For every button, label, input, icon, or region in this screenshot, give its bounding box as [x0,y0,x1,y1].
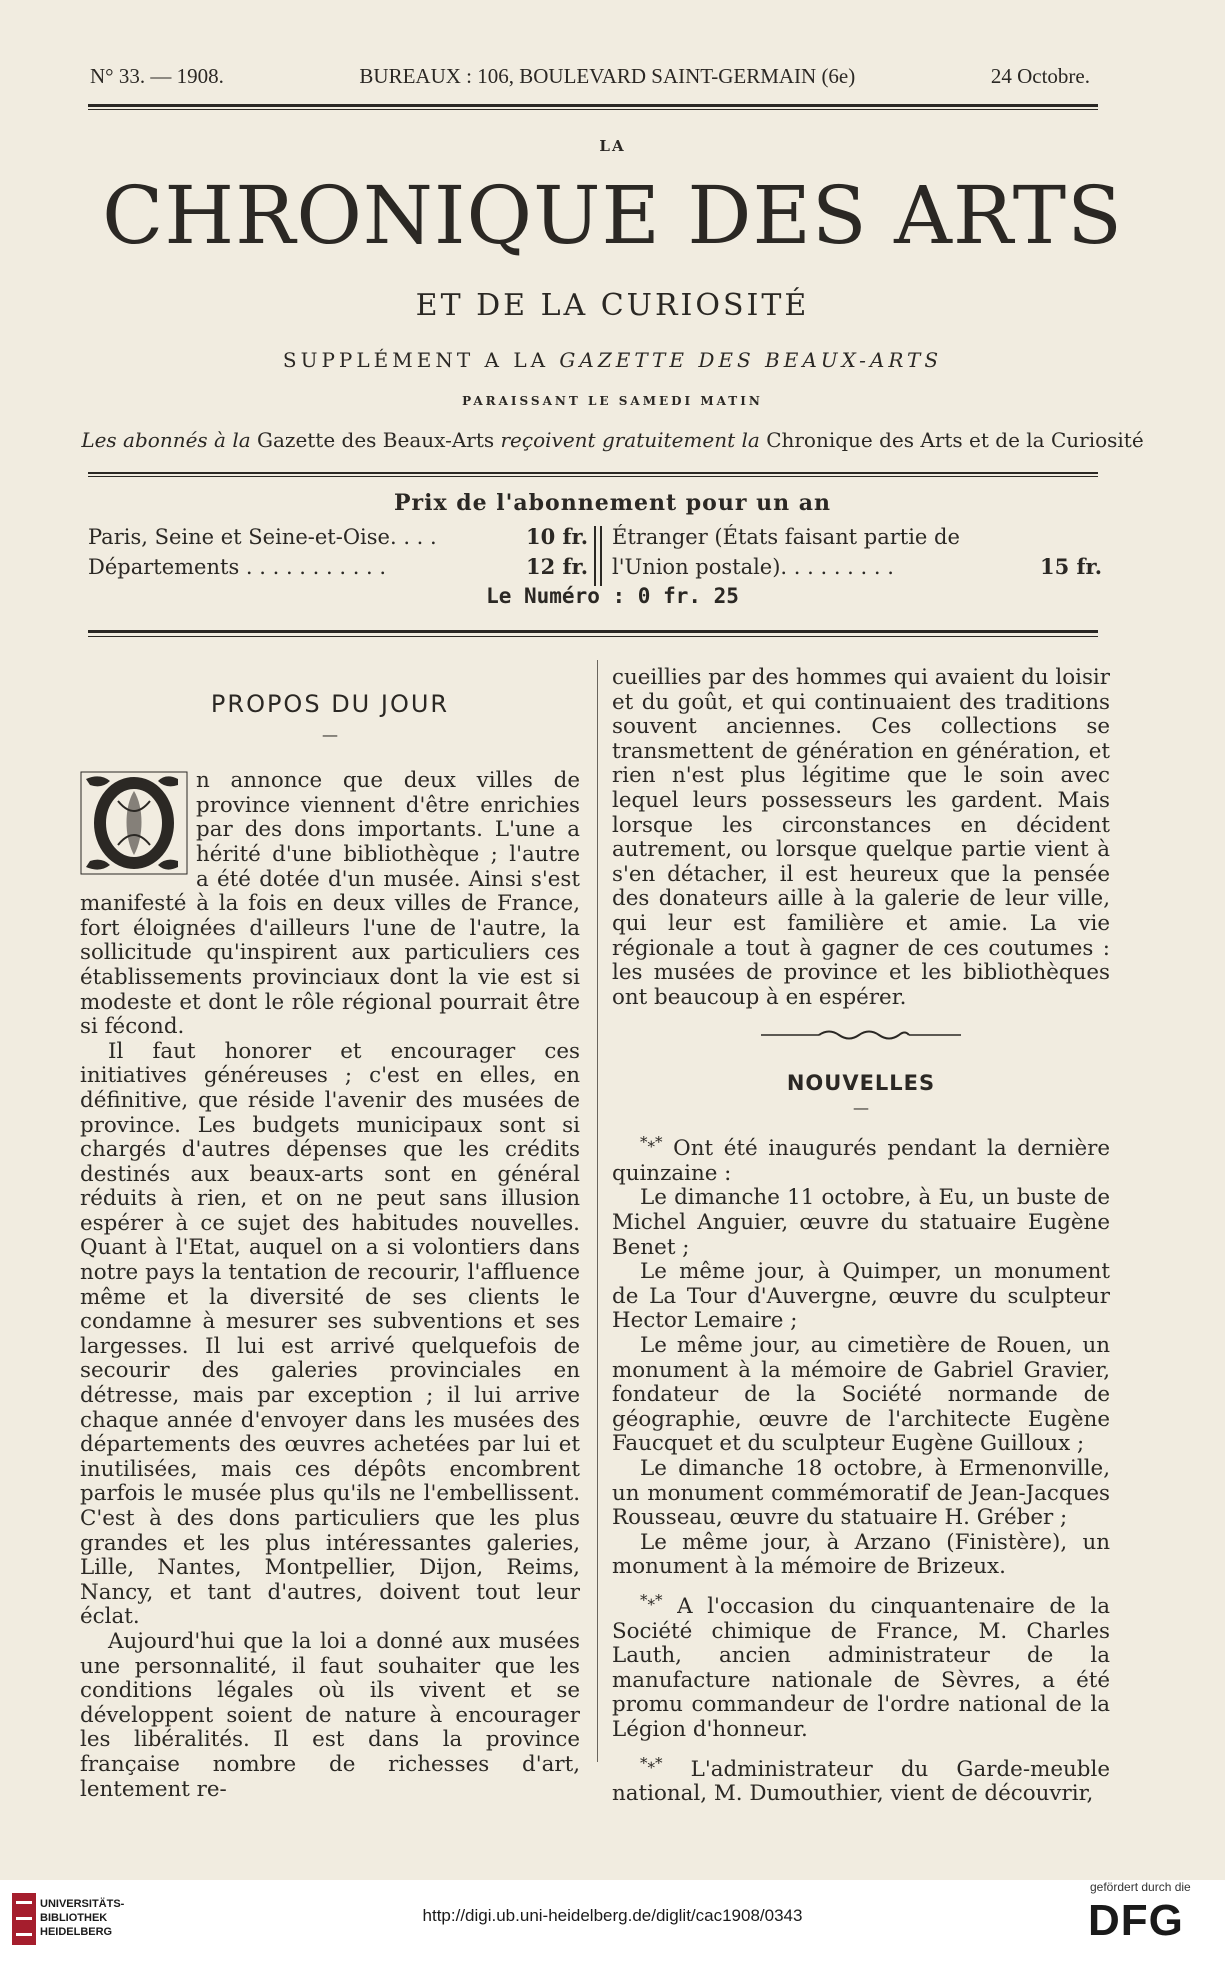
office-address: BUREAUX : 106, BOULEVARD SAINT-GERMAIN (6e) [359,64,856,88]
supplement-journal: GAZETTE DES BEAUX-ARTS [559,348,943,372]
page-header [90,64,1090,89]
supplement-prefix: SUPPLÉMENT A LA [282,348,560,372]
masthead-subscribers-note [0,428,1225,452]
masthead-title: CHRONIQUE DES ARTS [102,169,1123,262]
price-value-paris: 10 fr. [525,524,588,549]
header-rule-thin [88,109,1098,110]
news-item-7 [612,1588,1110,1743]
price-divider-1 [594,526,596,586]
price-row-departements [88,552,588,582]
issue-date: 24 Octobre. [990,64,1090,88]
ornamental-dropcap-o-icon [80,771,188,875]
nouvelles-dash: — [853,1097,869,1117]
section-title-nouvelles: NOUVELLES [786,1070,936,1095]
column-left [80,666,580,1802]
news-item-1-text: Ont été inaugurés pendant la dernière quinzaine : [612,1136,1110,1186]
price-label-paris: Paris, Seine et Seine-et-Oise. . . . [88,525,437,549]
column-divider [597,660,598,1762]
masthead-supplement [0,348,1225,372]
masthead-subtitle: ET DE LA CURIOSITÉ [415,288,810,323]
propos-paragraph-3: Aujourd'hui que la loi a donné aux musées une personnalité, il faut souhaiter que les conditions légales où ils vivent et se développent soient de nature à encourager les libéralités. Il est dans la province française nombre de richesses d'art, lentement re- [80,1628,580,1802]
library-name-line-3: HEIDELBERG [40,1926,113,1938]
permalink-url[interactable]: http://digi.ub.uni-heidelberg.de/diglit/cac1908/0343 [422,1906,803,1925]
price-label-etranger: Étranger (États faisant partie de [612,525,960,549]
abonnes-part-1: Les abonnés à la [81,428,257,452]
asterism-icon: *⁎* [640,1753,663,1772]
single-issue-price: Le Numéro : 0 fr. 25 [486,584,739,608]
news-item-5: Le dimanche 18 octobre, à Ermenonville, un monument commémoratif de Jean-Jacques Rousseau, œuvre du statuaire H. Gréber ; [612,1455,1110,1531]
news-item-4: Le même jour, au cimetière de Rouen, un monument à la mémoire de Gabriel Gravier, fondateur de la Société normande de géographie, œuvre de l'architecte Eugène Faucquet et du sculpteur Eugène Guilloux ; [612,1332,1110,1457]
news-item-6: Le même jour, à Arzano (Finistère), un monument à la mémoire de Brizeux. [612,1529,1110,1580]
funding-label: gefördert durch die [1090,1880,1191,1894]
price-rule-bottom-thin [88,636,1098,637]
price-row-etranger [612,522,1102,552]
propos-continuation: cueillies par des hommes qui avaient du loisir et du goût, et qui continuaient des traditions souvent anciennes. Ces collections se transmettent de génération en génération, et rien n'est plus légitime que le soin avec lequel leurs possesseurs les gardent. Mais lorsque les circonstances en décident autrement, ou lorsque quelque partie vient à s'en détacher, il est heureux que la pensée des donateurs aille à la galerie de leur ville, qui leur est familière et amie. La vie régionale a tout à gagner de ces coutumes : les musées de province et les bibliothèques ont beaucoup à en espérer. [612,665,1110,1010]
price-rule-top [88,472,1098,474]
asterism-icon: *⁎* [640,1133,663,1152]
abonnes-part-2: Gazette des Beaux-Arts [257,428,501,452]
price-list-domestic [88,522,588,582]
price-value-departements: 12 fr. [525,554,588,579]
column-right [612,666,1110,1807]
masthead-parution: PARAISSANT LE SAMEDI MATIN [462,394,763,408]
propos-paragraph-1: n annonce que deux villes de province viennent d'être enrichies par des dons importants. L'une a hérité d'une bibliothèque ; l'autre a été dotée d'un musée. Ainsi s'est manifesté à la fois en deux villes de France, fort éloignées d'ailleurs l'une de l'autre, la sollicitude qu'inspirent aux particuliers ces établissements provinciaux dont la vie est si modeste et dont le rôle régional pourrait être si fécond. [80,768,580,1040]
section-ornament [612,1024,1110,1049]
news-item-3: Le même jour, à Quimper, un monument de La Tour d'Auvergne, œuvre du sculpteur Hector Lemaire ; [612,1259,1110,1334]
abonnes-part-3: reçoivent gratuitement la [500,428,767,452]
news-item-8-text: L'administrateur du Garde-meuble national, M. Dumouthier, vient de découvrir, [612,1756,1110,1807]
price-row-paris [88,522,588,552]
news-item-8 [612,1751,1110,1807]
asterism-icon: *⁎* [640,1590,663,1609]
news-item-2: Le dimanche 11 octobre, à Eu, un buste de Michel Anguier, œuvre du statuaire Eugène Benet ; [612,1185,1110,1260]
price-value-etranger: 15 fr. [1039,554,1102,579]
masthead-article: LA [599,137,626,155]
header-rule [88,104,1098,107]
price-row-union [612,552,1102,582]
price-rule-top-thin [88,476,1098,477]
price-title: Prix de l'abonnement pour un an [394,490,831,516]
library-name-line-1: UNIVERSITÄTS- [40,1898,125,1910]
news-item-7-text: A l'occasion du cinquantenaire de la Société chimique de France, M. Charles Lauth, ancien administrateur de la manufacture nationale de Sèvres, a été promu commandeur de l'ordre national de la Légion d'honneur. [612,1594,1110,1742]
price-label-departements: Départements . . . . . . . . . . . [88,555,387,579]
title-dash: — [322,724,338,744]
issue-number: N° 33. — 1908. [90,64,224,88]
ornament-divider-icon [761,1028,961,1042]
price-label-union: l'Union postale). . . . . . . . . [612,555,894,579]
price-list-foreign [612,522,1102,582]
dfg-logo: DFG [1088,1896,1184,1945]
news-item-1 [612,1130,1110,1186]
price-divider-2 [600,526,602,586]
abonnes-part-4: Chronique des Arts et de la Curiosité [766,428,1144,452]
library-name-line-2: BIBLIOTHEK [40,1912,108,1924]
propos-paragraph-2: Il faut honorer et encourager ces initiatives généreuses ; c'est en elles, en définitive, que réside l'avenir des musées de province. Les budgets municipaux sont si chargés d'autres dépenses que les crédits destinés aux beaux-arts sont en général réduits à rien, et on ne peut sans illusion espérer à ce sujet des habitudes nouvelles. Quant à l'Etat, auquel on a si volontiers dans notre pays la tentation de recourir, l'affluence même et la diversité de ses clients le condamne à mesurer ses subventions et ses largesses. Il lui est arrivé quelquefois de secourir des galeries provinciales en détresse, mais par exception ; il lui arrive chaque année d'envoyer dans les musées des départements des œuvres achetées par lui et inutilisées, mais ces dépôts encombrent parfois le musée plus qu'ils ne l'embellissent. C'est à des dons particuliers que les plus grandes et les plus intéressantes galeries, Lille, Nantes, Montpellier, Dijon, Reims, Nancy, et tant d'autres, doivent tout leur éclat. [80,1038,580,1630]
price-rule-bottom [88,630,1098,633]
section-title-propos: PROPOS DU JOUR [210,690,450,718]
